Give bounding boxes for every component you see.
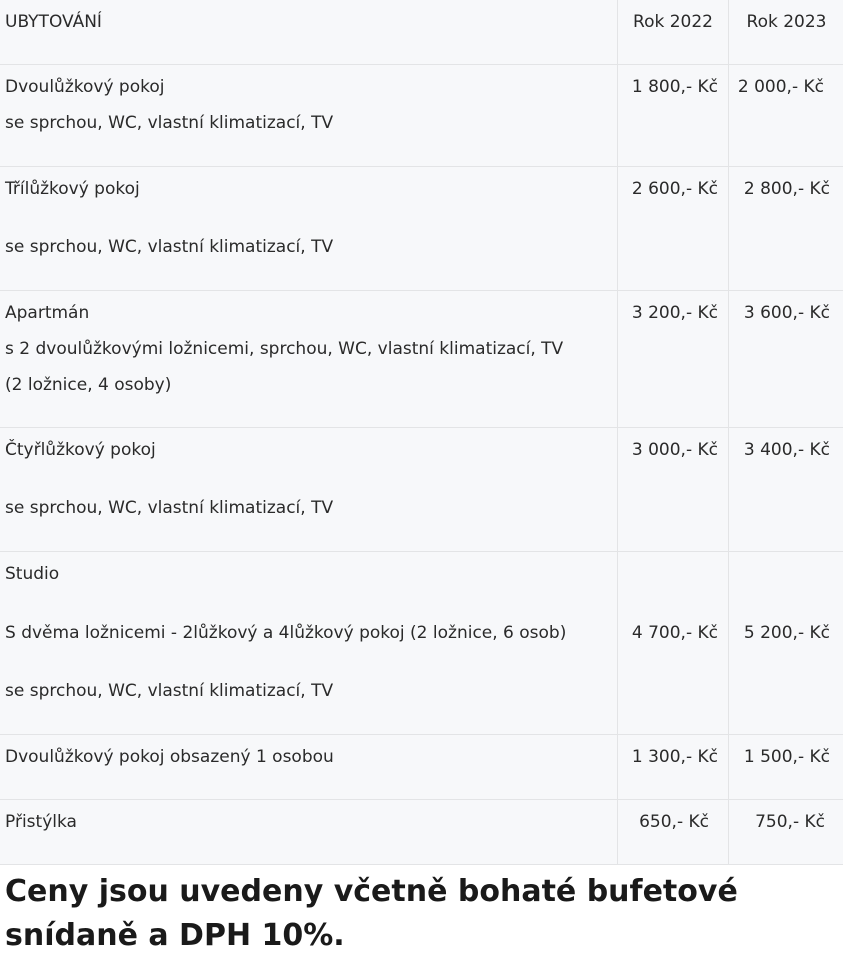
room-description: s 2 dvoulůžkovými ložnicemi, sprchou, WC, vlastní klimatizací, TV — [5, 338, 617, 360]
price-2023-cell — [729, 428, 843, 552]
price-2022-cell — [618, 552, 729, 735]
price-2022-cell — [618, 65, 729, 167]
header-name: UBYTOVÁNÍ — [5, 11, 617, 33]
table-row — [0, 735, 843, 800]
price-2023-cell — [729, 167, 843, 291]
table-row — [0, 428, 843, 552]
price-2023: 2 800,- Kč — [729, 167, 843, 200]
room-cell — [0, 735, 618, 800]
room-cell — [0, 65, 618, 167]
price-2023-cell — [729, 800, 843, 865]
price-2022-cell — [618, 291, 729, 428]
room-title: Dvoulůžkový pokoj — [5, 76, 617, 98]
room-title: Dvoulůžkový pokoj obsazený 1 osobou — [5, 746, 617, 768]
table-row — [0, 291, 843, 428]
price-2022: 1 800,- Kč — [618, 65, 728, 98]
room-title: Přistýlka — [5, 811, 617, 833]
table-header-row — [0, 0, 843, 65]
room-cell — [0, 800, 618, 865]
price-2023: 3 600,- Kč — [729, 291, 843, 324]
price-2022: 1 300,- Kč — [618, 735, 728, 768]
price-2023-cell — [729, 65, 843, 167]
room-description: se sprchou, WC, vlastní klimatizací, TV — [5, 236, 617, 258]
header-year-2023: Rok 2023 — [729, 0, 843, 33]
price-2022: 2 600,- Kč — [618, 167, 728, 200]
price-2022-cell — [618, 167, 729, 291]
room-description: se sprchou, WC, vlastní klimatizací, TV — [5, 112, 617, 134]
room-cell — [0, 428, 618, 552]
room-description: se sprchou, WC, vlastní klimatizací, TV — [5, 497, 617, 519]
table-row — [0, 65, 843, 167]
price-2022: 3 000,- Kč — [618, 428, 728, 461]
room-title: Apartmán — [5, 302, 617, 324]
room-description: S dvěma ložnicemi - 2lůžkový a 4lůžkový pokoj (2 ložnice, 6 osob) — [5, 622, 617, 644]
room-title: Třílůžkový pokoj — [5, 178, 617, 200]
price-2023: 2 000,- Kč — [729, 65, 843, 98]
price-2022-cell — [618, 428, 729, 552]
room-title: Studio — [5, 563, 617, 585]
room-title: Čtyřlůžkový pokoj — [5, 439, 617, 461]
table-row — [0, 800, 843, 865]
price-2022-cell — [618, 735, 729, 800]
price-2023: 1 500,- Kč — [729, 735, 843, 768]
room-equipment: se sprchou, WC, vlastní klimatizací, TV — [5, 680, 617, 702]
price-note: Ceny jsou uvedeny včetně bohaté bufetové snídaně a DPH 10%. — [5, 870, 840, 958]
price-2023: 3 400,- Kč — [729, 428, 843, 461]
header-cell-name — [0, 0, 618, 65]
header-cell-2023 — [729, 0, 843, 65]
price-2023-cell — [729, 291, 843, 428]
price-2023: 5 200,- Kč — [729, 552, 843, 644]
room-cell — [0, 291, 618, 428]
header-year-2022: Rok 2022 — [618, 0, 728, 33]
room-capacity: (2 ložnice, 4 osoby) — [5, 374, 617, 396]
table-row — [0, 552, 843, 735]
price-2023: 750,- Kč — [729, 800, 843, 833]
price-2022: 4 700,- Kč — [618, 552, 728, 644]
room-cell — [0, 167, 618, 291]
price-2022-cell — [618, 800, 729, 865]
price-2023-cell — [729, 552, 843, 735]
table-row — [0, 167, 843, 291]
header-cell-2022 — [618, 0, 729, 65]
room-cell — [0, 552, 618, 735]
price-2022: 3 200,- Kč — [618, 291, 728, 324]
price-2022: 650,- Kč — [618, 800, 728, 833]
price-2023-cell — [729, 735, 843, 800]
